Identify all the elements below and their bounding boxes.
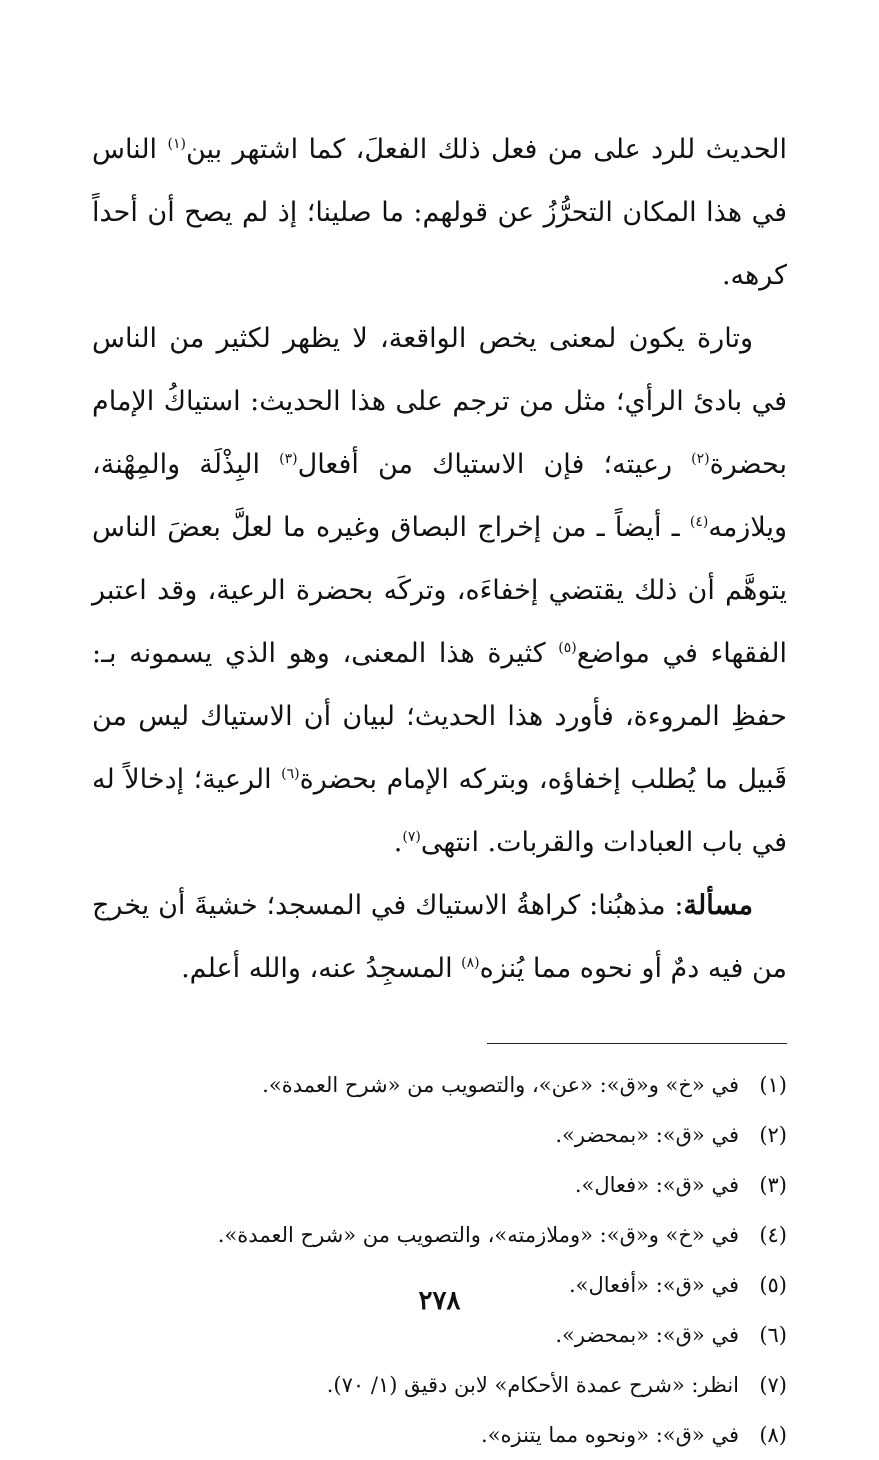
footnote-text: في «خ» و«ق»: «عن»، والتصويب من «شرح العمدة». bbox=[262, 1073, 739, 1097]
footnote-ref: (٤) bbox=[689, 514, 709, 530]
footnote-number: (٥) bbox=[759, 1273, 787, 1297]
footnotes bbox=[92, 1060, 787, 1460]
text-run: . bbox=[393, 827, 403, 858]
footnote-ref: (٨) bbox=[461, 955, 480, 971]
text-run: الناس في هذا المكان التحرُّزُ عن قولهم: ما صلينا؛ إذ لم يصح أن أحداً كرهه. bbox=[92, 134, 787, 291]
footnote-text: انظر: «شرح عمدة الأحكام» لابن دقيق (١/ ٧٠). bbox=[326, 1373, 739, 1397]
footnote-divider bbox=[487, 1043, 787, 1044]
footnote-number: (٢) bbox=[759, 1123, 787, 1147]
footnote-item bbox=[92, 1410, 787, 1460]
text-run: الرعية؛ إدخالاً له في باب العبادات والقربات. انتهى bbox=[92, 764, 787, 858]
text-run: المسجِدُ عنه، والله أعلم. bbox=[181, 953, 462, 984]
footnote-text: في «ق»: «فعال». bbox=[574, 1173, 739, 1197]
text-run: وتارة يكون لمعنى يخص الواقعة، لا يظهر لكثير من الناس في بادئ الرأي؛ مثل من ترجم على هذا الحديث: استياكُ الإمام بحضرة bbox=[92, 323, 787, 480]
footnote-number: (٧) bbox=[759, 1373, 787, 1397]
footnote-number: (٤) bbox=[759, 1223, 787, 1247]
text-run: كثيرة هذا المعنى، وهو الذي يسمونه بـ: حفظِ المروءة، فأورد هذا الحديث؛ لبيان أن الاستياك ليس من قَبيل ما يُطلب إخفاؤه، وبتركه الإمام بحضرة bbox=[92, 638, 788, 795]
footnote-number: (٨) bbox=[759, 1423, 787, 1447]
footnote-ref: (٧) bbox=[402, 829, 421, 845]
footnote-text: في «ق»: «بمحضر». bbox=[555, 1323, 739, 1347]
footnote-ref: (٥) bbox=[558, 640, 577, 656]
text-run: رعيته؛ فإن الاستياك من أفعال bbox=[297, 449, 692, 480]
footnote-text: في «ق»: «بمحضر». bbox=[555, 1123, 739, 1147]
footnote-item bbox=[92, 1310, 787, 1360]
footnote-ref: (١) bbox=[167, 136, 186, 152]
paragraph bbox=[92, 874, 787, 1000]
footnote-text: في «ق»: «أفعال». bbox=[569, 1273, 739, 1297]
footnote-number: (٦) bbox=[759, 1323, 787, 1347]
footnote-number: (٣) bbox=[759, 1173, 787, 1197]
page-number: ٢٧٨ bbox=[418, 1286, 461, 1316]
footnote-text: في «ق»: «ونحوه مما يتنزه». bbox=[481, 1423, 739, 1447]
text-run: ـ أيضاً ـ من إخراج البصاق وغيره ما لعلَّ بعضَ الناس يتوهَّم أن ذلك يقتضي إخفاءَه، وتركَه بحضرة الرعية، وقد اعتبر الفقهاء في مواضع bbox=[92, 512, 787, 669]
footnote-ref: (٦) bbox=[281, 766, 300, 782]
footnote-item bbox=[92, 1110, 787, 1160]
footnote-ref: (٢) bbox=[691, 451, 710, 467]
text-run: : مذهبُنا: كراهةُ الاستياك في المسجد؛ خشيةَ أن يخرج من فيه دمٌ أو نحوه مما يُنزه bbox=[92, 890, 787, 984]
issue-heading: مسألة bbox=[683, 890, 753, 921]
paragraph bbox=[92, 307, 787, 874]
footnote-number: (١) bbox=[759, 1073, 787, 1097]
main-text bbox=[92, 118, 787, 1000]
footnote-ref: (٣) bbox=[279, 451, 298, 467]
footnote-item bbox=[92, 1210, 787, 1260]
footnote-item bbox=[92, 1060, 787, 1110]
text-run: البِذْلَة والمِهْنة، ويلازمه bbox=[92, 449, 787, 543]
text-run: الحديث للرد على من فعل ذلك الفعلَ، كما اشتهر بين bbox=[185, 134, 787, 165]
footnote-item bbox=[92, 1360, 787, 1410]
footnote-text: في «خ» و«ق»: «وملازمته»، والتصويب من «شرح العمدة». bbox=[217, 1223, 739, 1247]
paragraph bbox=[92, 118, 787, 307]
footnote-item bbox=[92, 1160, 787, 1210]
